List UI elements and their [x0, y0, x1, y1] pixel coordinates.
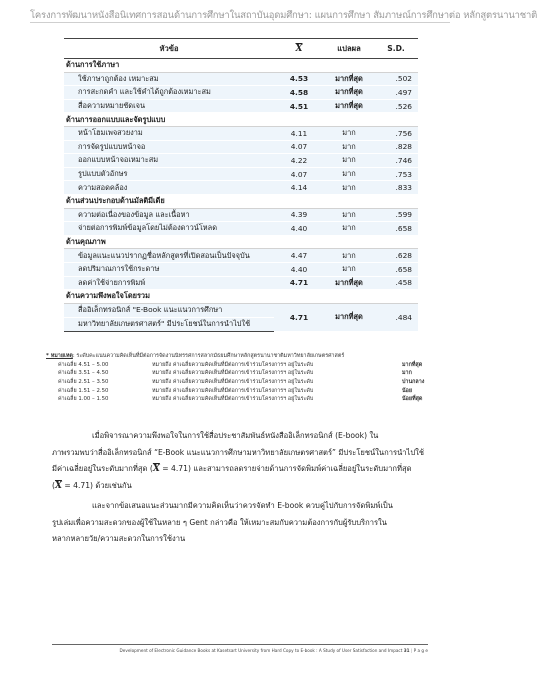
notes-meaning: หมายถึง ค่าเฉลี่ยความคิดเห็นที่มีต่อการเข้าร่วมโครงการฯ อยู่ในระดับ [152, 387, 314, 394]
section-title: ด้านการใช้ภาษา [64, 59, 418, 73]
row-mean: 4.71 [274, 276, 324, 290]
footer-title: Development of Electronic Guidance Books at Kasetsart University from Hard Copy to E-book : A Study of User Satisfaction and Impact [119, 648, 403, 653]
row-label-line2: มหาวิทยาลัยเกษตรศาสตร์" มีประโยชน์ในการนำไปใช้ [64, 317, 274, 331]
paragraph-line: รูปเล่มเพื่อความสะดวกของผู้ใช้ในหลาย ๆ Gent กล่าวคือ ให้เหมาะสมกับความต้องการกับผู้รับบริการใน [52, 517, 387, 527]
section-title: ด้านส่วนประกอบด้านมัลติมีเดีย [64, 194, 418, 208]
row-mean: 4.40 [274, 222, 324, 236]
notes-meaning: หมายถึง ค่าเฉลี่ยความคิดเห็นที่มีต่อการเข้าร่วมโครงการฯ อยู่ในระดับ [152, 361, 314, 368]
notes-range: ค่าเฉลี่ย 1.00 – 1.50 [58, 396, 109, 403]
row-mean: 4.07 [274, 140, 324, 154]
notes-level: น้อยที่สุด [402, 396, 423, 403]
notes-level: มากที่สุด [402, 361, 423, 368]
row-interpret: มาก [324, 262, 374, 276]
row-sd: .484 [374, 303, 418, 331]
section-multimedia [64, 194, 418, 208]
notes-range: ค่าเฉลี่ย 4.51 – 5.00 [58, 361, 109, 368]
mean-symbol: $\overline{X}$ [152, 464, 160, 474]
row-mean: 4.71 [274, 303, 324, 331]
row-interpret: มากที่สุด [324, 276, 374, 290]
row-sd: .502 [374, 72, 418, 86]
row-mean: 4.53 [274, 72, 324, 86]
running-header: โครงการพัฒนาหนังสือนิเทศการสอนด้านการศึกษาในสถาบันอุดมศึกษา: แผนการศึกษา สัมภาษณ์การศึกษาต่อ หลักสูตรนานาชาติ [30, 10, 537, 21]
satisfaction-table [64, 38, 418, 332]
table-row [64, 86, 418, 100]
mean-symbol: $\overline{X}$ [295, 43, 303, 54]
footer-divider [52, 644, 428, 645]
row-sd: .628 [374, 249, 418, 263]
row-sd: .658 [374, 262, 418, 276]
notes-range: ค่าเฉลี่ย 1.51 – 2.50 [58, 387, 109, 394]
row-mean: 4.39 [274, 208, 324, 222]
row-mean: 4.11 [274, 126, 324, 140]
row-mean: 4.58 [274, 86, 324, 100]
page-label: P a g e [413, 648, 428, 653]
col-header-sd: S.D. [374, 39, 418, 59]
paragraph-summary [52, 428, 432, 494]
table-row [64, 208, 418, 222]
row-interpret: มาก [324, 249, 374, 263]
notes-row [46, 386, 436, 395]
paragraph-line: เมื่อพิจารณาความพึงพอใจในการใช้สื่อประชาสัมพันธ์หนังสืออิเล็กทรอนิกส์ (E-book) ใน [92, 431, 379, 440]
row-label: ออกแบบหน้าจอเหมาะสม [64, 154, 274, 168]
table-row [64, 167, 418, 181]
row-interpret: มาก [324, 167, 374, 181]
paragraph-text: = 4.71) ด้วยเช่นกัน [64, 480, 132, 490]
section-title: ด้านความพึงพอใจโดยรวม [64, 290, 418, 304]
row-label: ข้อมูลแนะแนวปรากฏชื่อหลักสูตรที่เปิดสอนเป็นปัจจุบัน [64, 249, 274, 263]
notes-meaning: หมายถึง ค่าเฉลี่ยความคิดเห็นที่มีต่อการเข้าร่วมโครงการฯ อยู่ในระดับ [152, 379, 314, 386]
row-sd: .756 [374, 126, 418, 140]
table-row [64, 222, 418, 236]
row-label: หน้าโฮมเพจสวยงาม [64, 126, 274, 140]
paragraph-suggestion [52, 498, 432, 548]
table-row [64, 140, 418, 154]
row-mean: 4.47 [274, 249, 324, 263]
row-interpret: มาก [324, 140, 374, 154]
col-header-mean [274, 39, 324, 59]
row-label: รูปแบบตัวอักษร [64, 167, 274, 181]
row-label: จ่ายต่อการพิมพ์ข้อมูลโดยไม่ต้องดาวน์โหลด [64, 222, 274, 236]
paragraph-line: มีค่าเฉลี่ยอยู่ในระดับมากที่สุด $(\overline{X} = 4.71)$ และสามารถลดรายจ่ายด้านการจัดพิมพ์ค่าเฉลี่ยอยู่ในระดับมากที่สุด [52, 464, 412, 474]
row-label: สื่ออิเล็กทรอนิกส์ "E-Book แนะแนวการศึกษา [64, 303, 274, 317]
table-row [64, 154, 418, 168]
notes-row [46, 395, 436, 404]
row-sd: .497 [374, 86, 418, 100]
section-quality [64, 235, 418, 249]
row-interpret: มาก [324, 154, 374, 168]
col-header-interpret: แปลผล [324, 39, 374, 59]
section-title: ด้านคุณภาพ [64, 235, 418, 249]
table-row [64, 72, 418, 86]
notes-range: ค่าเฉลี่ย 3.51 – 4.50 [58, 370, 109, 377]
row-label: ใช้ภาษาถูกต้อง เหมาะสม [64, 72, 274, 86]
row-interpret: มาก [324, 181, 374, 195]
row-mean: 4.14 [274, 181, 324, 195]
row-label: ความสอดคล้อง [64, 181, 274, 195]
notes-level: น้อย [402, 387, 413, 394]
page-number: 31 [403, 648, 410, 653]
notes-row [46, 378, 436, 387]
row-mean: 4.22 [274, 154, 324, 168]
notes-intro-row [46, 352, 436, 361]
mean-symbol: $\overline{X}$ [54, 480, 62, 491]
notes-meaning: หมายถึง ค่าเฉลี่ยความคิดเห็นที่มีต่อการเข้าร่วมโครงการฯ อยู่ในระดับ [152, 396, 314, 403]
row-interpret: มากที่สุด [324, 72, 374, 86]
table-header-row [64, 39, 418, 59]
table-row [64, 262, 418, 276]
row-sd: .526 [374, 99, 418, 113]
table-notes [46, 352, 436, 404]
row-label: การสะกดคำ และใช้คำได้ถูกต้องเหมาะสม [64, 86, 274, 100]
notes-meaning: หมายถึง ค่าเฉลี่ยความคิดเห็นที่มีต่อการเข้าร่วมโครงการฯ อยู่ในระดับ [152, 370, 314, 377]
row-label: ความต่อเนื่องของข้อมูล และเนื้อหา [64, 208, 274, 222]
table-row [64, 99, 418, 113]
section-language [64, 59, 418, 73]
paragraph-text: มีค่าเฉลี่ยอยู่ในระดับมากที่สุด [52, 464, 148, 473]
row-sd: .599 [374, 208, 418, 222]
paragraph-text: = 4.71) และสามารถลดรายจ่ายด้านการจัดพิมพ์ค่าเฉลี่ยอยู่ในระดับมากที่สุด [162, 464, 412, 473]
row-mean: 4.07 [274, 167, 324, 181]
row-mean: 4.51 [274, 99, 324, 113]
row-interpret: มาก [324, 208, 374, 222]
header-divider [30, 22, 450, 23]
table-row [64, 126, 418, 140]
section-title: ด้านการออกแบบและจัดรูปแบบ [64, 113, 418, 127]
row-interpret: มากที่สุด [324, 303, 374, 331]
table-row [64, 181, 418, 195]
paragraph-line: ภาพรวมพบว่าสื่ออิเล็กทรอนิกส์ “E-Book แนะแนวการศึกษามหาวิทยาลัยเกษตรศาสตร์” มีประโยชน์ในการนำไปใช้ [52, 447, 425, 457]
row-sd: .833 [374, 181, 418, 195]
section-design [64, 113, 418, 127]
section-overall [64, 290, 418, 304]
col-header-item: หัวข้อ [64, 39, 274, 59]
row-interpret: มากที่สุด [324, 99, 374, 113]
row-sd: .458 [374, 276, 418, 290]
row-label: สื่อความหมายชัดเจน [64, 99, 274, 113]
row-interpret: มาก [324, 222, 374, 236]
row-label: การจัดรูปแบบหน้าจอ [64, 140, 274, 154]
row-interpret: มาก [324, 126, 374, 140]
footer-separator: | [410, 648, 413, 653]
notes-level: ปานกลาง [402, 379, 425, 386]
notes-level: มาก [402, 370, 412, 377]
notes-row [46, 369, 436, 378]
notes-row [46, 361, 436, 370]
paragraph-line: หลากหลายวัย/ความสะดวกในการใช้งาน [52, 534, 186, 543]
row-label: ลดปริมาณการใช้กระดาษ [64, 262, 274, 276]
paragraph-line: $(\overline{X} = 4.71)$ ด้วยเช่นกัน [52, 480, 132, 491]
table-row [64, 276, 418, 290]
row-sd: .658 [374, 222, 418, 236]
row-label: ลดค่าใช้จ่ายการพิมพ์ [64, 276, 274, 290]
row-interpret: มากที่สุด [324, 86, 374, 100]
row-mean: 4.40 [274, 262, 324, 276]
notes-range: ค่าเฉลี่ย 2.51 – 3.50 [58, 379, 109, 386]
row-sd: .753 [374, 167, 418, 181]
notes-intro: : ระดับคะแนนความคิดเห็นที่มีต่อการจัดงานนิทรรศการสลากมัธยมศึกษาหลักสูตรนานาชาติมหาวิทยาลัยเกษตรศาสตร์ [72, 353, 345, 360]
table-row [64, 249, 418, 263]
paragraph-line: และจากข้อเสนอแนะส่วนมากมีความคิดเห็นว่าควรจัดทำ E-book ควบคู่ไปกับการจัดพิมพ์เป็น [92, 501, 393, 510]
notes-title: * หมายเหตุ [46, 353, 73, 360]
table-row [64, 303, 418, 317]
page-footer [52, 648, 428, 653]
row-sd: .828 [374, 140, 418, 154]
row-sd: .746 [374, 154, 418, 168]
